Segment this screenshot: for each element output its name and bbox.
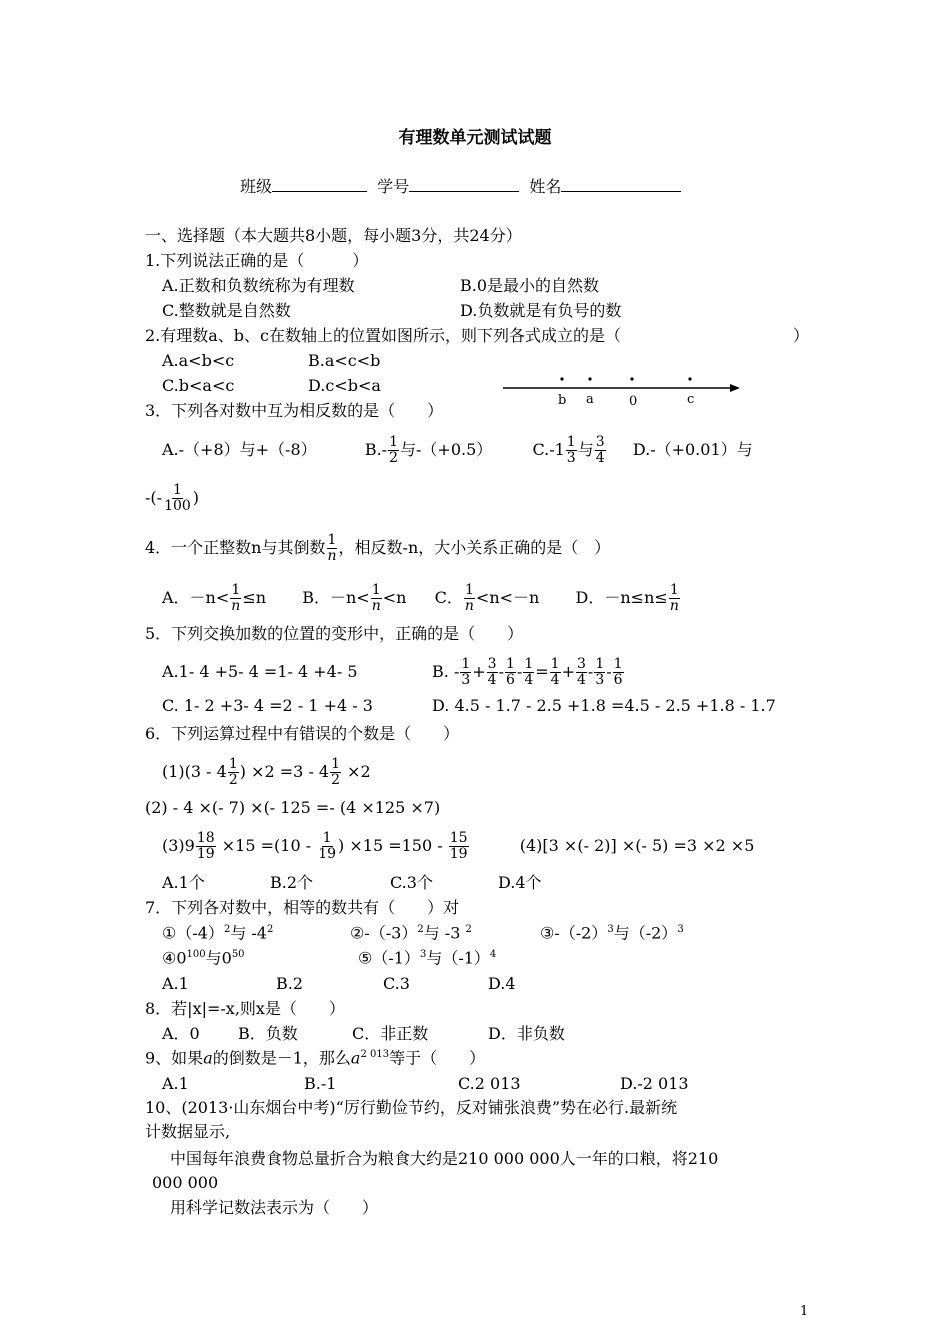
q6-expr-1: (1)(3 - 4 $\frac{1}{2}$ ) ×2 =3 - 4 $\frac{1}{2}$ ×2 xyxy=(162,756,371,788)
q3-option-a: A.-（+8）与+（-8） xyxy=(162,440,317,459)
q5-b-operator: + xyxy=(561,662,575,681)
q1-option-a: A.正数和负数统称为有理数 xyxy=(162,276,355,295)
q7-item-5: $⑤(-1)^3$与$(-1)^4$ xyxy=(358,948,497,968)
q6-option-b: B.2个 xyxy=(270,873,314,892)
q9-option-a: A.1 xyxy=(162,1074,189,1093)
page-number: 1 xyxy=(800,1304,809,1319)
q3-option-c-prefix: C.-1 xyxy=(532,440,565,459)
q6-option-c: C.3个 xyxy=(390,873,433,892)
q5-option-b: B. - $\frac{1}{3}$ + $\frac{3}{4}$ - $\frac{1}{6}$ - $\frac{1}{4}$ = $\frac{1}{4}$ + $\frac{3}{4}$ - $\frac{1}{3}$ - $\frac{1}{6}$ xyxy=(432,656,623,688)
q7-item-1: $①(-4)^2$与 $-4^2$ xyxy=(162,923,274,943)
q5-b-operator: - xyxy=(516,662,523,681)
q4-option-a: A．－n< $\frac{1}{n}$ ≤n xyxy=(162,582,267,614)
label-zero: 0 xyxy=(629,394,638,409)
q3-options-row: A.-（+8）与+（-8） B.- $\frac{1}{2}$ 与-（+0.5） C.-1 $\frac{1}{3}$ 与 $\frac{3}{4}$ D.-（+0.01）与 xyxy=(162,434,753,466)
q6-expr-3-4: (3)9 $\frac{18}{19}$ ×15 =(10 - $\frac{1}{19}$ ) ×15 =150 - $\frac{15}{19}$ (4)[3 ×(- 2)] ×(- 5) =3 ×2 ×5 xyxy=(162,830,755,862)
q10-line-3: 中国每年浪费食物总量折合为粮食大约是210 000 000人一年的口粮，将210 xyxy=(170,1149,719,1168)
q6-stem: 6．下列运算过程中有错误的个数是（ ） xyxy=(145,724,460,743)
q2-option-b: B.a<c<b xyxy=(308,351,381,370)
q10-line-4: 000 000 xyxy=(152,1173,219,1192)
q7-option-c: C.3 xyxy=(383,974,410,993)
id-label: 学号 xyxy=(377,177,410,196)
q3-b-fraction: $\frac{1}{2}$ xyxy=(389,434,398,466)
q8-option-a: A．0 xyxy=(162,1024,200,1043)
q2-option-c: C.b<a<c xyxy=(162,376,235,395)
student-info-line xyxy=(240,177,681,195)
q1-stem: 1.下列说法正确的是（ ） xyxy=(145,251,369,270)
q9-option-b: B.-1 xyxy=(304,1074,337,1093)
q1-option-c: C.整数就是自然数 xyxy=(162,301,291,320)
q9-stem: 9、如果a的倒数是－1，那么$a^{2 013}$等于（ ） xyxy=(145,1048,486,1068)
q7-item-2: $②-(-3)^2$与 -3 $^2$ xyxy=(350,923,472,943)
q8-option-d: D．非负数 xyxy=(488,1024,565,1043)
q2-option-a: A.a<b<c xyxy=(162,351,235,370)
q1-option-b: B.0是最小的自然数 xyxy=(460,276,600,295)
point-a xyxy=(588,377,591,380)
q1-option-d: D.负数就是有负号的数 xyxy=(460,301,622,320)
q6-expr-2: (2) - 4 ×(- 7) ×(- 125 =- (4 ×125 ×7) xyxy=(145,798,441,817)
q4-option-d: D．－n≤n≤ $\frac{1}{n}$ xyxy=(575,582,679,614)
q10-line-1: 10、(2013·山东烟台中考)“厉行勤俭节约，反对铺张浪费”势在必行.最新统 xyxy=(145,1098,678,1117)
q5-option-d: D. 4.5 - 1.7 - 2.5 +1.8 =4.5 - 2.5 +1.8 - 1.7 xyxy=(432,696,776,715)
point-b xyxy=(560,377,563,380)
q6-option-d: D.4个 xyxy=(498,873,542,892)
name-blank[interactable] xyxy=(561,177,681,192)
q10-line-2: 计数据显示, xyxy=(145,1122,231,1141)
q5-stem: 5．下列交换加数的位置的变形中，正确的是（ ） xyxy=(145,624,524,643)
q7-stem: 7．下列各对数中，相等的数共有（ ）对 xyxy=(145,898,460,917)
point-zero xyxy=(630,377,633,380)
q8-option-b: B．负数 xyxy=(238,1024,298,1043)
q2-stem-close: ） xyxy=(793,326,810,345)
q5-b-operator: + xyxy=(472,662,486,681)
q4-options-row xyxy=(162,578,681,618)
q6-option-a: A.1个 xyxy=(162,873,205,892)
label-b: b xyxy=(558,393,567,408)
q3-option-d: D.-（+0.01）与 xyxy=(632,440,753,459)
q10-line-5: 用科学记数法表示为（ ） xyxy=(170,1198,379,1217)
q5-b-fraction: $\frac{1}{3}$ xyxy=(595,656,605,688)
q7-item-3: $③-(-2)^3$与$(-2)^3$ xyxy=(540,923,684,943)
q4-stem: 4．一个正整数n与其倒数 $\frac{1}{n}$ ，相反数-n，大小关系正确的是（ ） xyxy=(145,532,611,564)
name-label: 姓名 xyxy=(529,177,562,196)
q5-b-fraction: $\frac{1}{6}$ xyxy=(506,656,515,688)
q5-b-fraction: $\frac{1}{3}$ xyxy=(461,656,471,688)
q2-stem: 2.有理数a、b、c在数轴上的位置如图所示，则下列各式成立的是（ xyxy=(145,326,622,345)
q7-option-d: D.4 xyxy=(488,974,516,993)
q3-option-b-suffix: 与-（+0.5） xyxy=(400,440,493,459)
q9-option-d: D.-2 013 xyxy=(620,1074,689,1093)
q5-b-operator: - xyxy=(453,662,460,681)
label-c: c xyxy=(687,392,695,407)
q5-b-operator: - xyxy=(498,662,504,681)
q3-stem: 3．下列各对数中互为相反数的是（ ） xyxy=(145,401,444,420)
q8-option-c: C．非正数 xyxy=(352,1024,429,1043)
q5-b-operator: - xyxy=(606,662,612,681)
page-title: 有理数单元测试试题 xyxy=(398,128,552,148)
section-heading: 一、选择题（本大题共8小题，每小题3分，共24分） xyxy=(145,226,522,245)
q5-b-operator: - xyxy=(587,662,594,681)
q5-b-fraction: $\frac{3}{4}$ xyxy=(576,656,586,688)
class-blank[interactable] xyxy=(272,177,367,192)
q4-option-c: C． $\frac{1}{n}$ <n<－n xyxy=(434,582,540,614)
q5-option-a: A.1- 4 +5- 4 =1- 4 +4- 5 xyxy=(162,662,358,681)
id-blank[interactable] xyxy=(409,177,519,192)
q7-option-a: A.1 xyxy=(162,974,189,993)
label-a: a xyxy=(586,392,594,407)
number-line-diagram xyxy=(500,370,750,410)
q9-option-c: C.2 013 xyxy=(458,1074,521,1093)
q4-option-b: B．－n< $\frac{1}{n}$ <n xyxy=(302,582,407,614)
q7-option-b: B.2 xyxy=(276,974,304,993)
arrow-icon xyxy=(730,384,740,392)
class-label: 班级 xyxy=(240,177,273,196)
q7-item-4: $④0^{100}$与$0^{50}$ xyxy=(162,948,245,968)
q5-option-c: C. 1- 2 +3- 4 =2 - 1 +4 - 3 xyxy=(162,696,373,715)
q5-b-operator: = xyxy=(535,662,549,681)
q5-b-fraction: $\frac{1}{4}$ xyxy=(550,656,560,688)
point-c xyxy=(688,377,691,380)
q5-b-fraction: $\frac{3}{4}$ xyxy=(487,656,497,688)
q3-option-b-prefix: B.- xyxy=(364,440,388,459)
q5-b-fraction: $\frac{1}{6}$ xyxy=(613,656,623,688)
q2-option-d: D.c<b<a xyxy=(308,376,381,395)
q5-b-fraction: $\frac{1}{4}$ xyxy=(524,656,534,688)
q3-option-d-continued: -(- $\frac{1}{100}$ ) xyxy=(145,482,200,514)
q8-stem: 8．若|x|=-x,则x是（ ） xyxy=(145,999,345,1018)
